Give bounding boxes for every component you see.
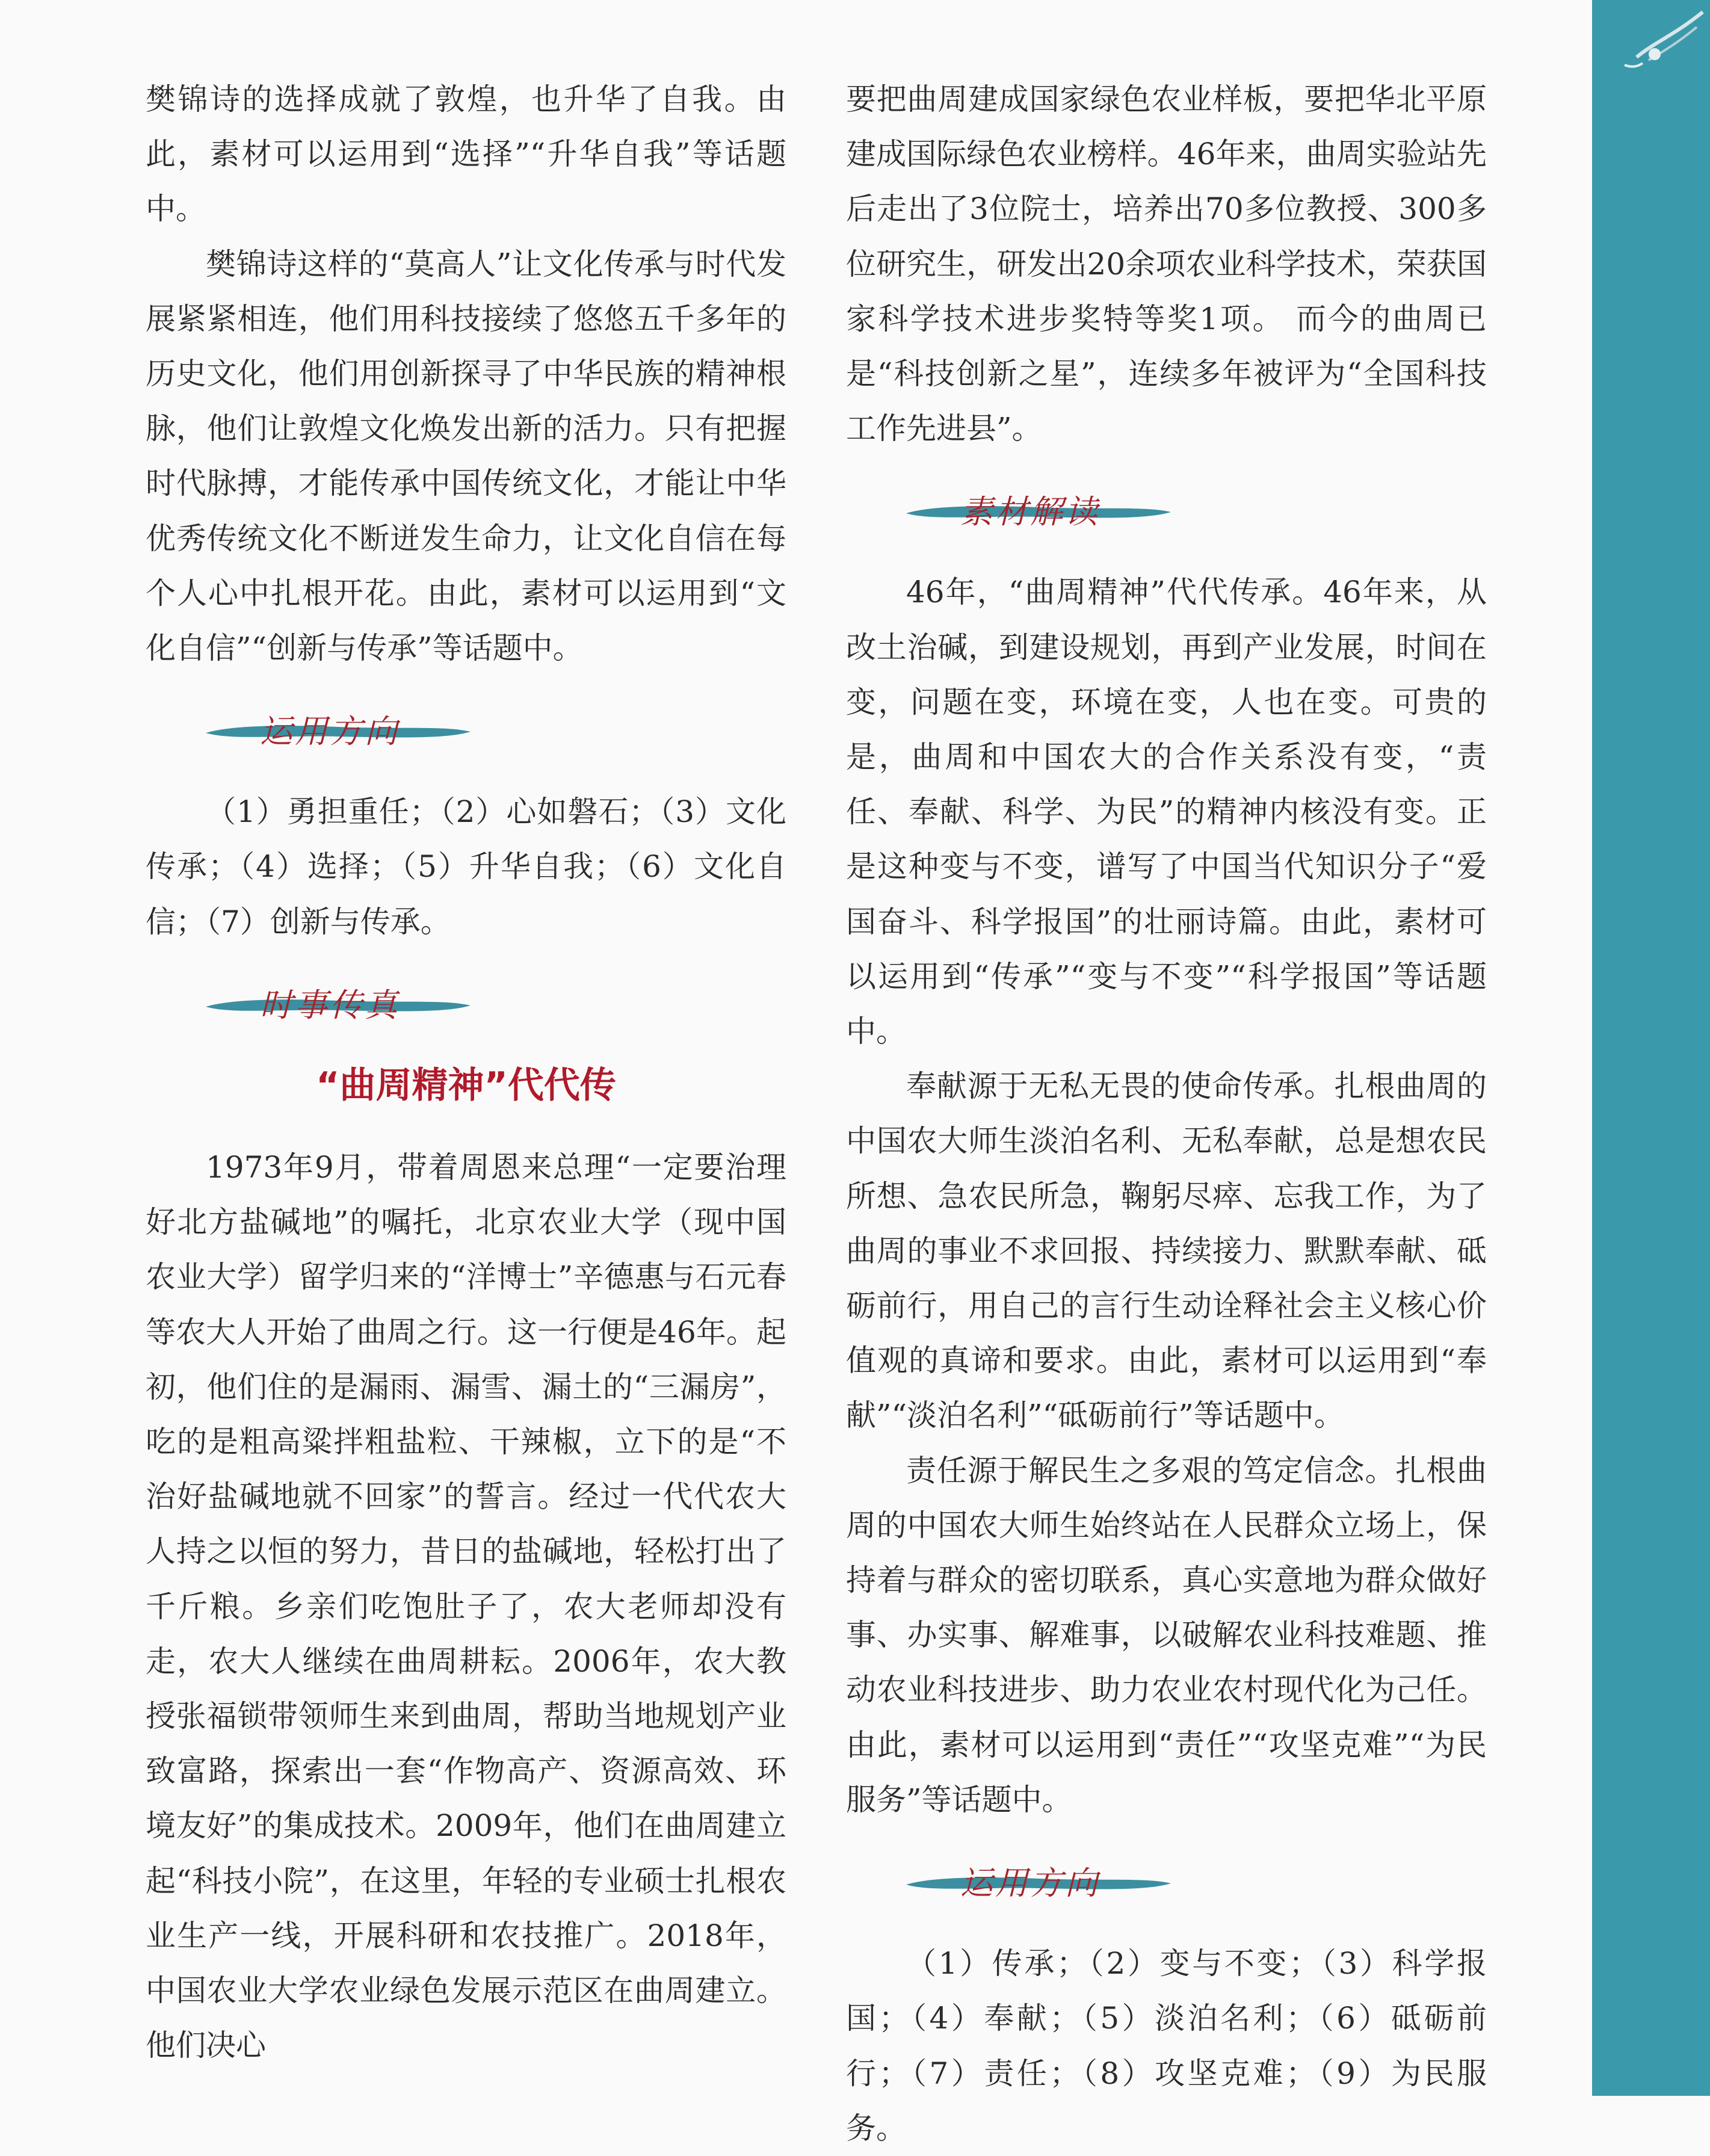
flying-fairy-ornament-icon — [1613, 0, 1710, 72]
paragraph: 46年，“曲周精神”代代传承。46年来，从改土治碱，到建设规划，再到产业发展，时间在变，问题在变，环境在变，人也在变。可贵的是，曲周和中国农大的合作关系没有变，“责任、奉献、科学、为民”的精神内核没有变。正是这种变与不变，谱写了中国当代知识分子“爱国奋斗、科学报国”的壮丽诗篇。由此，素材可以运用到“传承”“变与不变”“科学报国”等话题中。 — [846, 575, 1487, 1049]
section-heading-label: 时事传真 — [260, 986, 400, 1024]
section-heading-label: 运用方向 — [960, 1864, 1100, 1903]
section-heading-news — [146, 977, 786, 1031]
paragraph: 责任源于解民生之多艰的笃定信念。扎根曲周的中国农大师生始终站在人民群众立场上，保持着与群众的密切联系，真心实意地为群众做好事、办实事、解难事，以破解农业科技难题、推动农业科技进步、助力农业农村现代化为己任。由此，素材可以运用到“责任”“攻坚克难”“为民服务”等话题中。 — [846, 1453, 1487, 1817]
paragraph: 樊锦诗的选择成就了敦煌，也升华了自我。由此，素材可以运用到“选择”“升华自我”等话题中。 — [146, 82, 786, 227]
paragraph: 樊锦诗这样的“莫高人”让文化传承与时代发展紧紧相连，他们用科技接续了悠悠五千多年的历史文化，他们用创新探寻了中华民族的精神根脉，他们让敦煌文化焕发出新的活力。只有把握时代脉搏，才能传承中国传统文化，才能让中华优秀传统文化不断迸发生命力，让文化自信在每个人心中扎根开花。由此，素材可以运用到“文化自信”“创新与传承”等话题中。 — [146, 246, 786, 666]
section-heading-interpretation — [846, 483, 1487, 538]
usage-directions: （1）勇担重任；（2）心如磐石；（3）文化传承；（4）选择；（5）升华自我；（6）文化自信；（7）创新与传承。 — [146, 794, 786, 939]
paragraph: 1973年9月，带着周恩来总理“一定要治理好北方盐碱地”的嘱托，北京农业大学（现中国农业大学）留学归来的“洋博士”辛德惠与石元春等农大人开始了曲周之行。这一行便是46年。起初，他们住的是漏雨、漏雪、漏土的“三漏房”，吃的是粗高粱拌粗盐粒、干辣椒，立下的是“不治好盐碱地就不回家”的誓言。经过一代代农大人持之以恒的努力，昔日的盐碱地，轻松打出了千斤粮。乡亲们吃饱肚子了，农大老师却没有走，农大人继续在曲周耕耘。2006年，农大教授张福锁带领师生来到曲周，帮助当地规划产业致富路，探索出一套“作物高产、资源高效、环境友好”的集成技术。2009年，他们在曲周建立起“科技小院”，在这里，年轻的专业硕士扎根农业生产一线，开展科研和农技推广。2018年，中国农业大学农业绿色发展示范区在曲周建立。他们决心 — [146, 1150, 786, 2063]
paragraph: 要把曲周建成国家绿色农业样板，要把华北平原建成国际绿色农业榜样。46年来，曲周实验站先后走出了3位院士，培养出70多位教授、300多位研究生，研发出20余项农业科学技术，荣获国家科学技术进步奖特等奖1项。 而今的曲周已是“科技创新之星”，连续多年被评为“全国科技工作先进县”。 — [846, 82, 1487, 446]
section-heading-usage — [146, 703, 786, 758]
usage-directions: （1）传承；（2）变与不变；（3）科学报国；（4）奉献；（5）淡泊名利；（6）砥砺前行；（7）责任；（8）攻坚克难；（9）为民服务。 — [846, 1946, 1487, 2146]
section-heading-label: 素材解读 — [960, 493, 1100, 531]
paragraph: 奉献源于无私无畏的使命传承。扎根曲周的中国农大师生淡泊名利、无私奉献，总是想农民所想、急农民所急，鞠躬尽瘁、忘我工作，为了曲周的事业不求回报、持续接力、默默奉献、砥砺前行，用自己的言行生动诠释社会主义核心价值观的真谛和要求。由此，素材可以运用到“奉献”“淡泊名利”“砥砺前行”等话题中。 — [846, 1069, 1487, 1433]
section-heading-label: 运用方向 — [260, 712, 400, 751]
right-column — [846, 72, 1487, 2156]
article-title: “曲周精神”代代传 — [316, 1064, 616, 1107]
side-color-band — [1592, 0, 1710, 2096]
left-column — [146, 72, 786, 2074]
section-heading-usage — [846, 1855, 1487, 1909]
